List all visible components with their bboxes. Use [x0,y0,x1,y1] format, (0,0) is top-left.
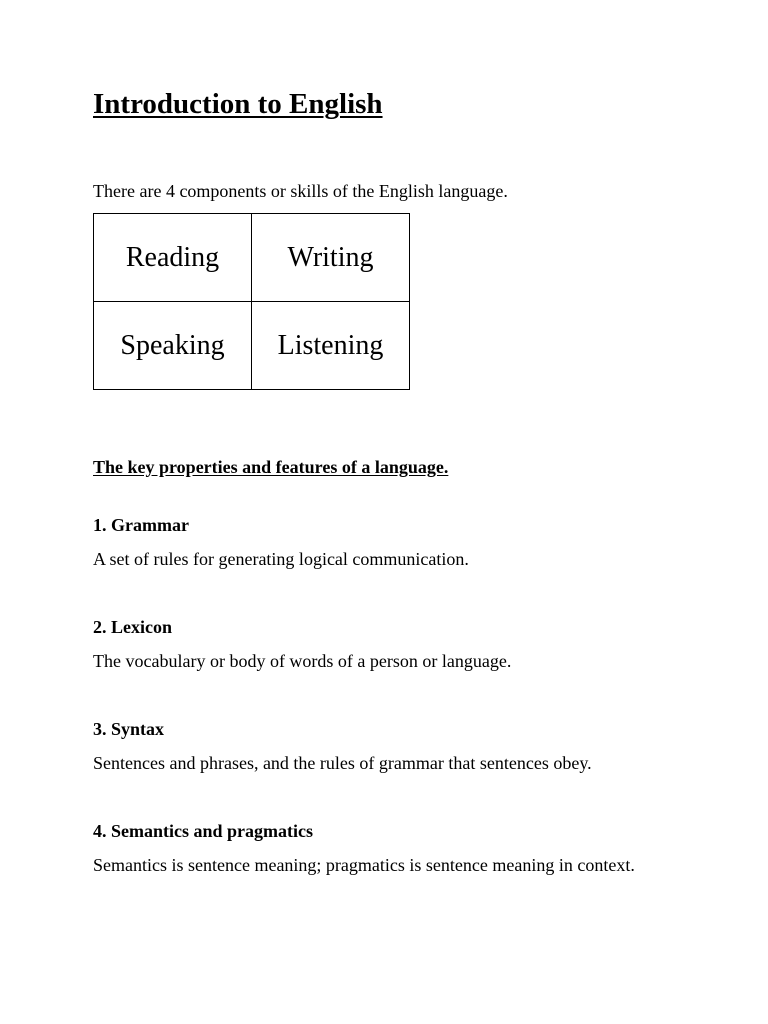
property-lexicon [93,615,693,674]
intro-text: There are 4 components or skills of the English language. [93,181,508,201]
table-row [94,214,410,302]
property-description: Sentences and phrases, and the rules of grammar that sentences obey. [93,753,592,773]
table-cell-reading: Reading [94,214,252,302]
property-description: A set of rules for generating logical communication. [93,549,469,569]
property-semantics-pragmatics [93,819,693,878]
property-description: Semantics is sentence meaning; pragmatics is sentence meaning in context. [93,855,635,875]
property-grammar [93,513,693,572]
property-title: 2. Lexicon [93,617,172,637]
table-cell-listening: Listening [252,302,410,390]
property-title: 3. Syntax [93,719,165,739]
property-title: 4. Semantics and pragmatics [93,821,313,841]
table-cell-speaking: Speaking [94,302,252,390]
table-cell-writing: Writing [252,214,410,302]
section-heading: The key properties and features of a language. [93,457,449,477]
skills-table [93,213,410,390]
property-title: 1. Grammar [93,515,189,535]
page-title: Introduction to English [93,88,383,120]
property-syntax [93,717,693,776]
table-row [94,302,410,390]
property-description: The vocabulary or body of words of a person or language. [93,651,512,671]
